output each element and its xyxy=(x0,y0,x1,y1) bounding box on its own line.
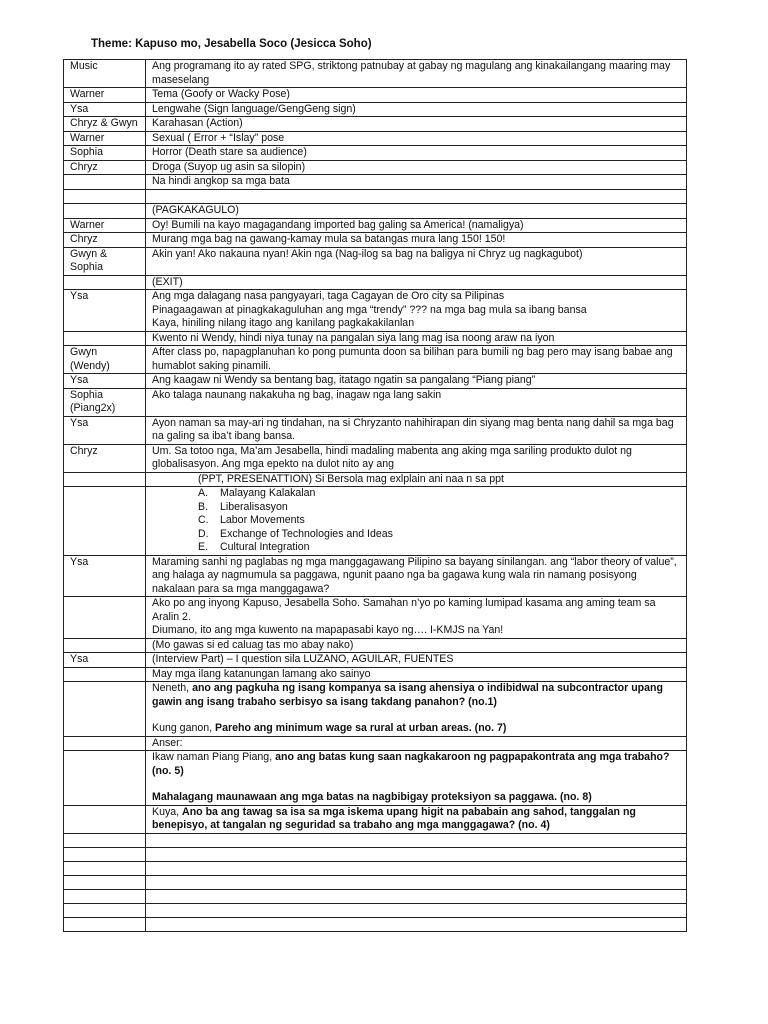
ppt-list-item xyxy=(198,487,680,501)
line-cell xyxy=(146,331,687,346)
speaker-cell: Ysa xyxy=(64,374,146,389)
line-cell xyxy=(146,88,687,103)
line-cell xyxy=(146,903,687,917)
line-cell xyxy=(146,682,687,737)
empty-row xyxy=(64,861,687,875)
ppt-item-text: Cultural Integration xyxy=(220,541,310,553)
line-cell xyxy=(146,833,687,847)
script-line: Ako po ang inyong Kapuso, Jesabella Soho. Samahan n’yo po kaming lumipad kasama ang aming team sa Aralin 2. xyxy=(152,597,656,623)
speaker-cell xyxy=(64,189,146,204)
script-row xyxy=(64,204,687,219)
speaker-cell: Gwyn & Sophia xyxy=(64,247,146,275)
line-cell xyxy=(146,275,687,290)
empty-row xyxy=(64,889,687,903)
line-cell xyxy=(146,472,687,487)
script-row xyxy=(64,131,687,146)
line-cell xyxy=(146,290,687,332)
ppt-list-item xyxy=(198,528,680,542)
script-row xyxy=(64,416,687,444)
script-line: Ang programang ito ay rated SPG, striktong patnubay at gabay ng magulang ang kinakailangang maaring may maseselang xyxy=(152,60,671,86)
script-line: (Interview Part) – I question sila LUZANO, AGUILAR, FUENTES xyxy=(152,653,454,665)
speaker-cell xyxy=(64,682,146,737)
speaker-cell xyxy=(64,917,146,931)
speaker-cell: Chryz xyxy=(64,444,146,472)
line-cell xyxy=(146,117,687,132)
line-cell xyxy=(146,131,687,146)
script-line: Um. Sa totoo nga, Ma’am Jesabella, hindi madaling mabenta ang aking mga sariling produkto dulot ng globalisasyon. Ang mga epekto na dulot nito ay ang xyxy=(152,444,632,470)
script-table-body xyxy=(64,60,687,932)
script-row xyxy=(64,275,687,290)
speaker-cell xyxy=(64,903,146,917)
script-row xyxy=(64,472,687,487)
empty-row xyxy=(64,903,687,917)
speaker-cell: Ysa xyxy=(64,653,146,668)
speaker-cell xyxy=(64,751,146,806)
speaker-cell xyxy=(64,861,146,875)
speaker-cell: Chryz & Gwyn xyxy=(64,117,146,132)
ppt-item-letter: C. xyxy=(198,514,209,526)
script-line: May mga ilang katanungan lamang ako sainyo xyxy=(152,667,371,680)
line-cell xyxy=(146,667,687,682)
script-row xyxy=(64,102,687,117)
speaker-cell xyxy=(64,275,146,290)
line-cell xyxy=(146,889,687,903)
speaker-cell: Warner xyxy=(64,218,146,233)
question-addressee: Neneth, xyxy=(152,682,193,694)
speaker-cell: Chryz xyxy=(64,160,146,175)
script-line: Droga (Suyop ug asin sa silopin) xyxy=(152,160,306,173)
speaker-cell xyxy=(64,638,146,653)
script-line: Diumano, ito ang mga kuwento na mapapasabi kayo ng…. I-KMJS na Yan! xyxy=(152,624,504,636)
question-text: Ano ba ang tawag sa isa sa mga iskema upang higit na pababain ang sahod, tanggalan ng benepisyo, at tangalan ng seguridad sa trabaho ang mga manggagawa? (no. 4) xyxy=(152,805,636,831)
script-row xyxy=(64,597,687,639)
line-cell xyxy=(146,444,687,472)
speaker-cell: Music xyxy=(64,60,146,88)
speaker-cell xyxy=(64,175,146,190)
question-row-1 xyxy=(64,682,687,737)
speaker-cell xyxy=(64,847,146,861)
question-text: ano ang batas kung saan nagkakaroon ng pagpapakontrata ang mga trabaho? (no. 5) xyxy=(152,751,670,777)
line-cell xyxy=(146,346,687,374)
script-line: Maraming sanhi ng paglabas ng mga manggagawang Pilipino sa bayang sinilangan. ang “labor theory of value”, ang halaga ay nagmumula sa paggawa, ngunit paano nga ba gagawa kung wala rin namang posisyong nakalaan para sa mga manggagawa? xyxy=(152,555,677,595)
speaker-cell: Ysa xyxy=(64,416,146,444)
speaker-cell: Ysa xyxy=(64,555,146,597)
script-row xyxy=(64,653,687,668)
script-line: Na hindi angkop sa mga bata xyxy=(152,175,290,187)
ppt-item-letter: D. xyxy=(198,527,209,540)
speaker-cell: Gwyn (Wendy) xyxy=(64,346,146,374)
script-row xyxy=(64,146,687,161)
line-cell xyxy=(146,204,687,219)
line-cell xyxy=(146,175,687,190)
script-row xyxy=(64,218,687,233)
script-row xyxy=(64,60,687,88)
script-row xyxy=(64,388,687,416)
speaker-cell: Ysa xyxy=(64,102,146,117)
script-row xyxy=(64,290,687,332)
script-row xyxy=(64,117,687,132)
script-row xyxy=(64,189,687,204)
speaker-cell xyxy=(64,472,146,487)
empty-row xyxy=(64,875,687,889)
script-row xyxy=(64,175,687,190)
script-line: Pinagaagawan at pinagkakaguluhan ang mga “trendy” ??? na mga bag mula sa ibang bansa xyxy=(152,303,587,316)
script-row xyxy=(64,88,687,103)
line-cell xyxy=(146,416,687,444)
script-line: Karahasan (Action) xyxy=(152,117,243,129)
script-line: Ako talaga naunang nakakuha ng bag, inagaw nga lang sakin xyxy=(152,388,442,401)
ppt-list-item xyxy=(198,514,680,528)
speaker-cell: Ysa xyxy=(64,290,146,332)
line-cell xyxy=(146,233,687,248)
ppt-item-letter: B. xyxy=(198,500,209,513)
question-text: ano ang pagkuha ng isang kompanya sa isang ahensiya o indibidwal na subcontractor upang gawin ang isang trabaho serbisyo sa isang takdang panahon? (no.1) xyxy=(152,682,663,708)
blank-line xyxy=(152,709,680,722)
script-row xyxy=(64,555,687,597)
question-text: Mahalagang maunawaan ang mga batas na nagbibigay proteksiyon sa paggawa. (no. 8) xyxy=(152,791,592,803)
speaker-cell xyxy=(64,833,146,847)
line-cell xyxy=(146,388,687,416)
speaker-cell xyxy=(64,597,146,639)
line-cell xyxy=(146,102,687,117)
ppt-list-item xyxy=(198,501,680,515)
script-table xyxy=(63,59,687,932)
line-cell xyxy=(146,751,687,806)
ppt-item-text: Labor Movements xyxy=(220,514,305,526)
script-line: Tema (Goofy or Wacky Pose) xyxy=(152,88,290,100)
blank-line xyxy=(152,778,680,791)
script-line: Lengwahe (Sign language/GengGeng sign) xyxy=(152,102,356,115)
speaker-cell: Warner xyxy=(64,131,146,146)
empty-row xyxy=(64,847,687,861)
line-cell xyxy=(146,189,687,204)
question-addressee: Ikaw naman Piang Piang, xyxy=(152,751,276,763)
empty-row xyxy=(64,833,687,847)
script-line: After class po, napagplanuhan ko pong pumunta doon sa bilihan para bumili ng bag pero may isang babae ang humablot saking pinamili. xyxy=(152,346,673,372)
speaker-cell xyxy=(64,805,146,833)
line-cell xyxy=(146,736,687,751)
script-row xyxy=(64,667,687,682)
line-cell xyxy=(146,638,687,653)
speaker-cell xyxy=(64,487,146,556)
line-cell xyxy=(146,597,687,639)
script-row xyxy=(64,444,687,472)
ppt-list xyxy=(152,487,680,555)
line-cell xyxy=(146,218,687,233)
ppt-item-letter: E. xyxy=(198,541,209,553)
line-cell xyxy=(146,374,687,389)
speaker-cell xyxy=(64,736,146,751)
line-cell xyxy=(146,875,687,889)
ppt-title: (PPT, PRESENATTION) Si Bersola mag exlplain ani naa n sa ppt xyxy=(198,472,504,485)
ppt-item-text: Malayang Kalakalan xyxy=(220,487,316,499)
line-cell xyxy=(146,861,687,875)
script-line: Ayon naman sa may-ari ng tindahan, na si Chryzanto nahihirapan din siyang mag benta nang dahil sa mga bag na galing sa iba’t ibang bansa. xyxy=(152,416,674,442)
script-row xyxy=(64,736,687,751)
speaker-cell: Chryz xyxy=(64,233,146,248)
script-row xyxy=(64,247,687,275)
script-row xyxy=(64,233,687,248)
script-line: (PAGKAKAGULO) xyxy=(152,204,239,216)
speaker-cell xyxy=(64,331,146,346)
speaker-cell xyxy=(64,204,146,219)
script-line: Ang mga dalagang nasa pangyayari, taga Cagayan de Oro city sa Pilipinas xyxy=(152,290,505,302)
script-line: Murang mga bag na gawang-kamay mula sa batangas mura lang 150! 150! xyxy=(152,233,506,245)
speaker-cell xyxy=(64,889,146,903)
speaker-cell xyxy=(64,667,146,682)
question-row-3 xyxy=(64,805,687,833)
ppt-item-text: Liberalisasyon xyxy=(220,500,288,513)
script-line: Akin yan! Ako nakauna nyan! Akin nga (Nag-ilog sa bag na baligya ni Chryz ug nagkagubot) xyxy=(152,247,583,260)
speaker-cell xyxy=(64,875,146,889)
script-line: (Mo gawas si ed caluag tas mo abay nako) xyxy=(152,638,354,651)
line-cell xyxy=(146,487,687,556)
line-cell xyxy=(146,805,687,833)
ppt-item-text: Exchange of Technologies and Ideas xyxy=(220,527,393,540)
line-cell xyxy=(146,160,687,175)
line-cell xyxy=(146,847,687,861)
question-addressee: Kung ganon, xyxy=(152,722,216,734)
script-line: (EXIT) xyxy=(152,275,183,288)
line-cell xyxy=(146,555,687,597)
script-row xyxy=(64,638,687,653)
script-line xyxy=(152,190,680,204)
script-row xyxy=(64,160,687,175)
speaker-cell: Sophia xyxy=(64,146,146,161)
question-addressee: Kuya, xyxy=(152,805,183,818)
line-cell xyxy=(146,60,687,88)
script-row xyxy=(64,346,687,374)
empty-row xyxy=(64,917,687,931)
question-row-2 xyxy=(64,751,687,806)
ppt-item-letter: A. xyxy=(198,487,209,499)
line-cell xyxy=(146,653,687,668)
line-cell xyxy=(146,247,687,275)
question-text: Pareho ang minimum wage sa rural at urban areas. (no. 7) xyxy=(215,722,507,734)
script-line: Ang kaagaw ni Wendy sa bentang bag, itatago ngatin sa pangalang “Piang piang” xyxy=(152,374,536,386)
script-line: Kaya, hiniling nilang itago ang kanilang pagkakakilanlan xyxy=(152,317,415,329)
line-cell xyxy=(146,917,687,931)
speaker-cell: Sophia (Piang2x) xyxy=(64,388,146,416)
script-row xyxy=(64,374,687,389)
document-theme-title: Theme: Kapuso mo, Jesabella Soco (Jesicca Soho) xyxy=(91,38,372,50)
speaker-cell: Warner xyxy=(64,88,146,103)
script-line: Anser: xyxy=(152,736,183,749)
script-line: Horror (Death stare sa audience) xyxy=(152,146,307,158)
script-line: Sexual ( Error + “Islay” pose xyxy=(152,131,285,144)
script-line: Oy! Bumili na kayo magagandang imported bag galing sa America! (namaligya) xyxy=(152,218,524,231)
script-row xyxy=(64,487,687,556)
ppt-list-item xyxy=(198,541,680,555)
line-cell xyxy=(146,146,687,161)
script-line: Kwento ni Wendy, hindi niya tunay na pangalan siya lang mag isa noong araw na iyon xyxy=(152,331,555,344)
script-row xyxy=(64,331,687,346)
